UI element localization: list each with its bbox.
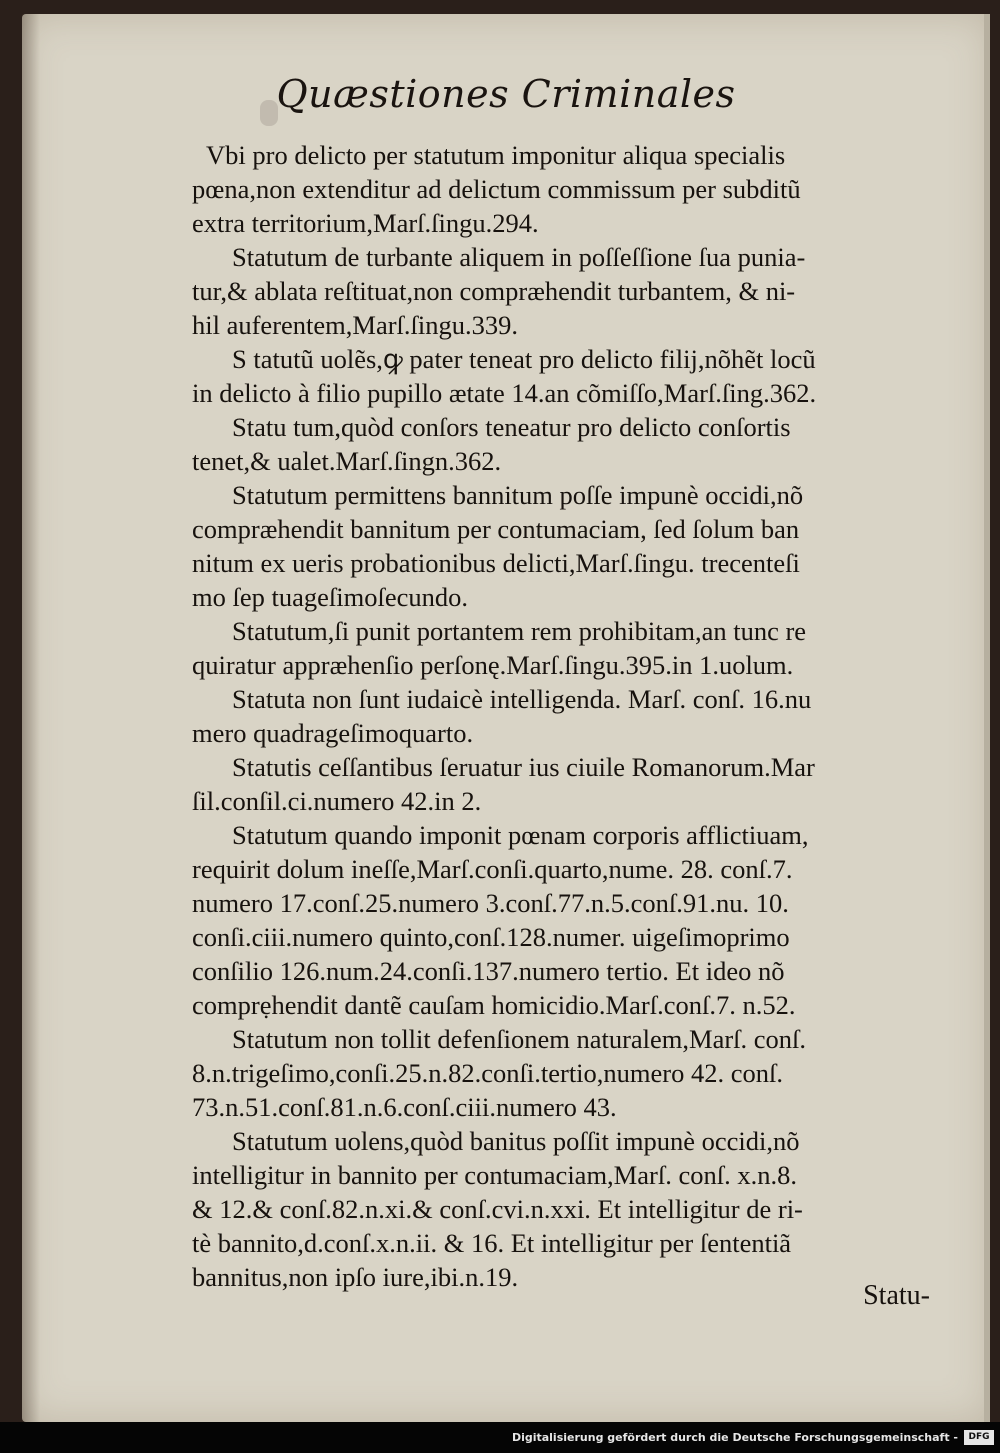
- footer-bar: [0, 1422, 1000, 1453]
- text-line: Statu tum,quòd conſors teneatur pro delicto conſortis: [232, 412, 791, 442]
- register-entry: [192, 614, 972, 682]
- book-page: [22, 14, 990, 1422]
- page-spine-shadow: [22, 14, 40, 1422]
- text-line: & 12.& conſ.82.n.xi.& conſ.cvi.n.xxi. Et intelligitur de ri-: [192, 1194, 803, 1224]
- text-line: nitum ex ueris probationibus delicti,Marſ.ſingu. trecenteſi: [192, 548, 800, 578]
- text-line: Statutis ceſſantibus ſeruatur ius ciuile Romanorum.Mar: [232, 752, 815, 782]
- text-line: numero 17.conſ.25.numero 3.conſ.77.n.5.conſ.91.nu. 10.: [192, 888, 789, 918]
- text-line: quiratur appræhenſio perſonę.Marſ.ſingu.395.in 1.uolum.: [192, 650, 794, 680]
- text-line: bannitus,non ipſo iure,ibi.n.19.: [192, 1262, 519, 1292]
- text-line: compræhendit bannitum per contumaciam, ſed ſolum ban: [192, 514, 800, 544]
- register-entry: [192, 240, 972, 342]
- text-line: Statutum uolens,quòd banitus poſſit impunè occidi,nõ: [232, 1126, 800, 1156]
- text-line: 8.n.trigeſimo,conſi.25.n.82.conſi.tertio,numero 42. conſ.: [192, 1058, 783, 1088]
- text-line: Statutum non tollit defenſionem naturalem,Marſ. conſ.: [232, 1024, 807, 1054]
- text-line: S tatutũ uolẽs,ꝙ pater teneat pro delicto filij,nõhẽt locũ: [232, 344, 816, 374]
- register-entry: [192, 1022, 972, 1124]
- text-line: in delicto à filio pupillo ætate 14.an cõmiſſo,Marſ.ſing.362.: [192, 378, 817, 408]
- page-body-text: [192, 138, 972, 1294]
- footer-credit: Digitalisierung gefördert durch die Deutsche Forschungsgemeinschaft -: [511, 1431, 958, 1444]
- text-line: Statutum,ſi punit portantem rem prohibitam,an tunc re: [232, 616, 807, 646]
- text-line: comprẹhendit dantẽ cauſam homicidio.Marſ.conſ.7. n.52.: [192, 990, 796, 1020]
- text-line: conſilio 126.num.24.conſi.137.numero tertio. Et ideo nõ: [192, 956, 785, 986]
- page-edge: [984, 14, 990, 1422]
- text-line: ſil.conſil.ci.numero 42.in 2.: [192, 786, 482, 816]
- text-line: Statuta non ſunt iudaicè intelligenda. Marſ. conſ. 16.nu: [232, 684, 812, 714]
- text-line: Statutum de turbante aliquem in poſſeſſione ſua punia-: [232, 242, 806, 272]
- text-line: tenet,& ualet.Marſ.ſingn.362.: [192, 446, 502, 476]
- text-line: tur,& ablata reſtituat,non compræhendit turbantem, & ni-: [192, 276, 796, 306]
- text-line: mero quadrageſimoquarto.: [192, 718, 474, 748]
- register-entry: [192, 342, 972, 410]
- catchword: Statu-: [863, 1280, 930, 1311]
- dfg-logo-icon: DFG: [964, 1430, 994, 1445]
- register-entry: [192, 478, 972, 614]
- text-line: Statutum permittens bannitum poſſe impunè occidi,nõ: [232, 480, 804, 510]
- text-line: tè bannito,d.conſ.x.n.ii. & 16. Et intelligitur per ſententiã: [192, 1228, 792, 1258]
- register-entry: [192, 138, 972, 240]
- register-entry: [192, 818, 972, 1022]
- text-line: mo ſep tuageſimoſecundo.: [192, 582, 468, 612]
- text-line: hil auferentem,Marſ.ſingu.339.: [192, 310, 519, 340]
- running-title: Quæstiones Criminales: [276, 72, 736, 116]
- register-entry: [192, 410, 972, 478]
- text-line: extra territorium,Marſ.ſingu.294.: [192, 208, 539, 238]
- register-entry: [192, 682, 972, 750]
- text-line: Vbi pro delicto per statutum imponitur aliqua specialis: [206, 140, 786, 170]
- register-entry: [192, 1124, 972, 1294]
- text-line: Statutum quando imponit pœnam corporis afflictiuam,: [232, 820, 809, 850]
- text-line: conſi.ciii.numero quinto,conſ.128.numer. uigeſimoprimo: [192, 922, 790, 952]
- text-line: pœna,non extenditur ad delictum commissum per subditũ: [192, 174, 801, 204]
- text-line: intelligitur in bannito per contumaciam,Marſ. conſ. x.n.8.: [192, 1160, 797, 1190]
- register-entry: [192, 750, 972, 818]
- text-line: requirit dolum ineſſe,Marſ.conſi.quarto,nume. 28. conſ.7.: [192, 854, 793, 884]
- text-line: 73.n.51.conſ.81.n.6.conſ.ciii.numero 43.: [192, 1092, 617, 1122]
